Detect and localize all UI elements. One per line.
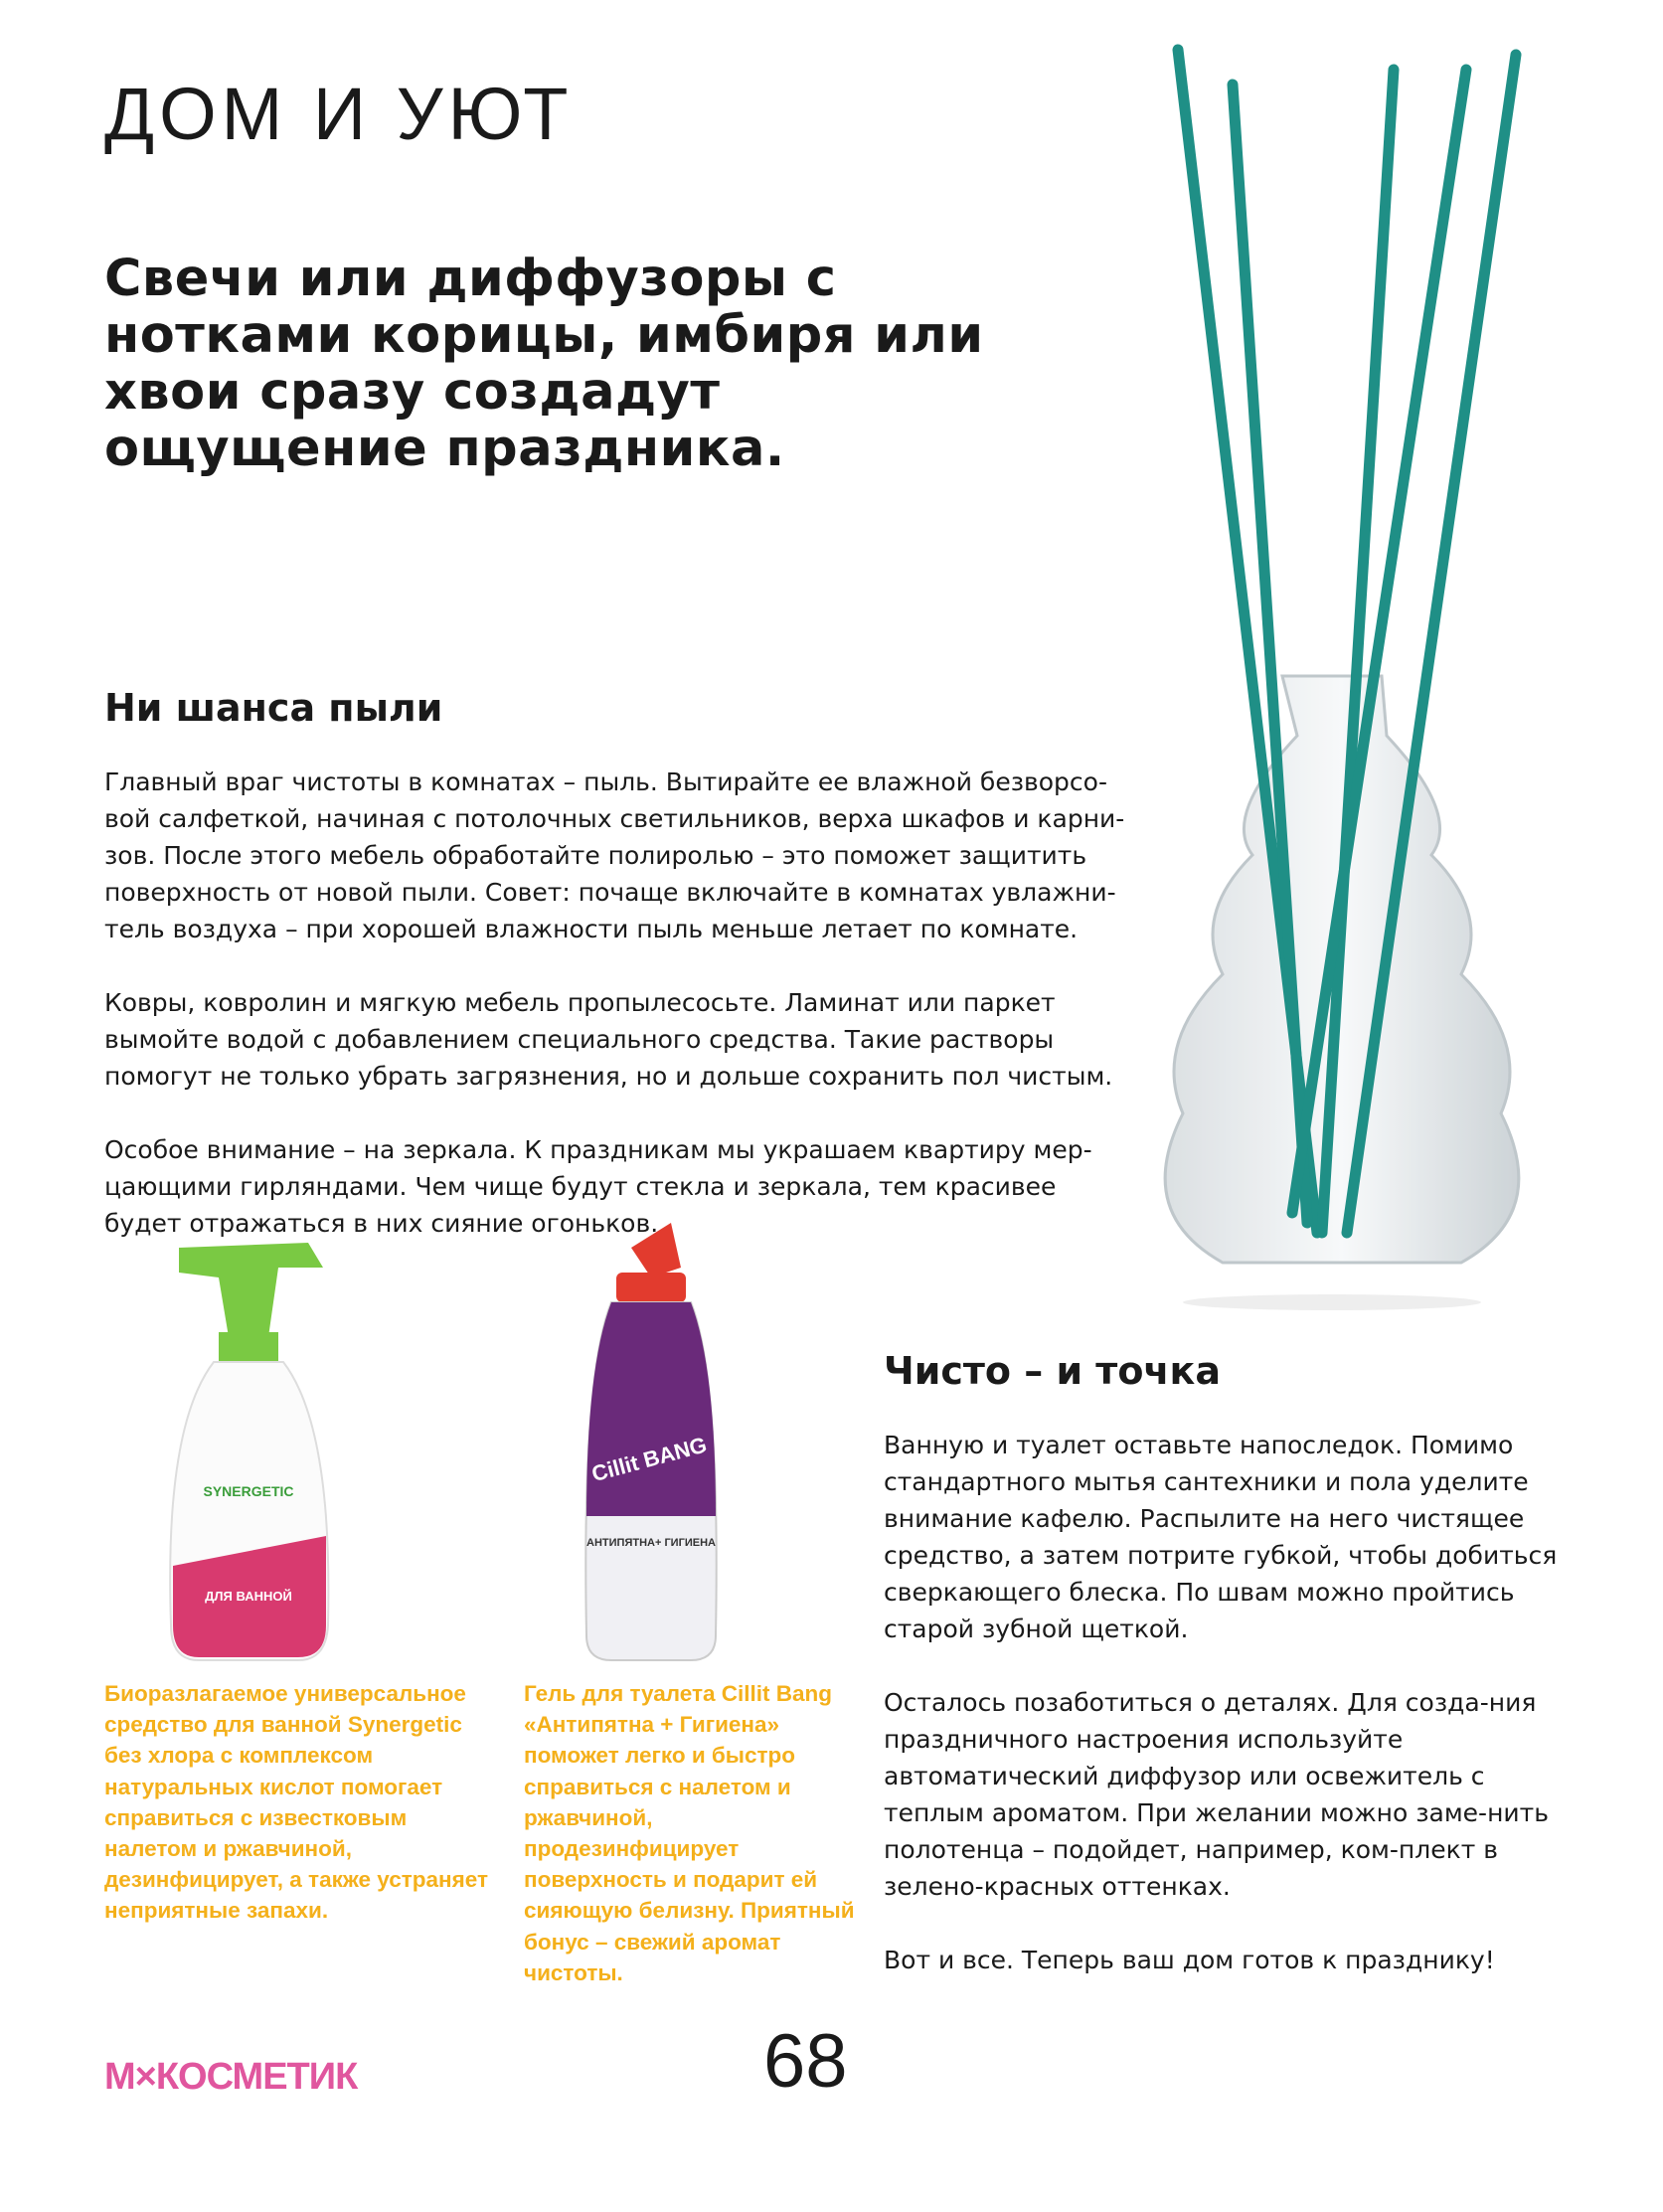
diffuser-image bbox=[1133, 40, 1551, 1312]
dust-section bbox=[104, 686, 1138, 1278]
product-sublabel: ДЛЯ ВАННОЙ bbox=[205, 1589, 292, 1604]
clean-section bbox=[884, 1349, 1560, 2015]
dust-heading: Ни шанса пыли bbox=[104, 686, 443, 730]
paragraph: Ковры, ковролин и мягкую мебель пропылесосьте. Ламинат или паркет вымойте водой с добавлением специального средства. Такие растворы помогут не только убрать загрязнения, но и дольше сохранить пол чистым. bbox=[104, 988, 1113, 1091]
lead-headline: Свечи или диффузоры с нотками корицы, имбиря или хвои сразу создадут ощущение праздника. bbox=[104, 250, 984, 478]
paragraph: Главный враг чистоты в комнатах – пыль. Вытирайте ее влажной безворсо-вой салфеткой, начиная с потолочных светильников, верха шкафов и карни-зов. После этого мебель обработайте полиролью – это поможет защитить поверхность от новой пыли. Совет: почаще включайте в комнатах увлажни-тель воздуха – при хорошей влажности пыль меньше летает по комнате. bbox=[104, 767, 1125, 943]
paragraph: Ванную и туалет оставьте напоследок. Помимо стандартного мытья сантехники и пола уделите внимание кафелю. Распылите на него чистящее средство, а затем потрите губкой, чтобы добиться сверкающего блеска. По швам можно пройтись старой зубной щеткой. bbox=[884, 1431, 1558, 1643]
brand-logo: М×КОСМЕТИК bbox=[104, 2056, 358, 2098]
product-label: Cillit BANG bbox=[588, 1432, 710, 1487]
synergetic-spray-image bbox=[159, 1228, 338, 1665]
section-title: ДОМ И УЮТ bbox=[104, 73, 574, 155]
synergetic-caption: Биоразлагаемое универсальное средство для ванной Synergetic без хлора с комплексом натуральных кислот помогает справиться с известковым налетом и ржавчиной, дезинфицирует, а также устраняет неприятные запахи. bbox=[104, 1681, 488, 1924]
cillit-bang-caption: Гель для туалета Cillit Bang «Антипятна + Гигиена» поможет легко и быстро справиться с налетом и ржавчиной, продезинфицирует поверхность и подарит ей сияющую белизну. Приятный бонус – свежий аромат чистоты. bbox=[524, 1681, 855, 1985]
paragraph: Осталось позаботиться о деталях. Для созда-ния праздничного настроения используйте автоматический диффузор или освежитель с теплым ароматом. При желании можно заме-нить полотенца – подойдет, например, ком-плект в зелено-красных оттенках. bbox=[884, 1688, 1549, 1901]
paragraph: Вот и все. Теперь ваш дом готов к празднику! bbox=[884, 1946, 1495, 1974]
clean-heading: Чисто – и точка bbox=[884, 1349, 1221, 1393]
product-sublabel: АНТИПЯТНА+ ГИГИЕНА bbox=[586, 1537, 716, 1549]
paragraph: Особое внимание – на зеркала. К праздникам мы украшаем квартиру мер-цающими гирляндами. Чем чище будут стекла и зеркала, тем красивее будет отражаться в них сияние огоньков. bbox=[104, 1135, 1092, 1238]
page-number: 68 bbox=[763, 2019, 848, 2104]
product-label: SYNERGETIC bbox=[203, 1483, 294, 1499]
cillit-bang-image bbox=[572, 1218, 731, 1665]
